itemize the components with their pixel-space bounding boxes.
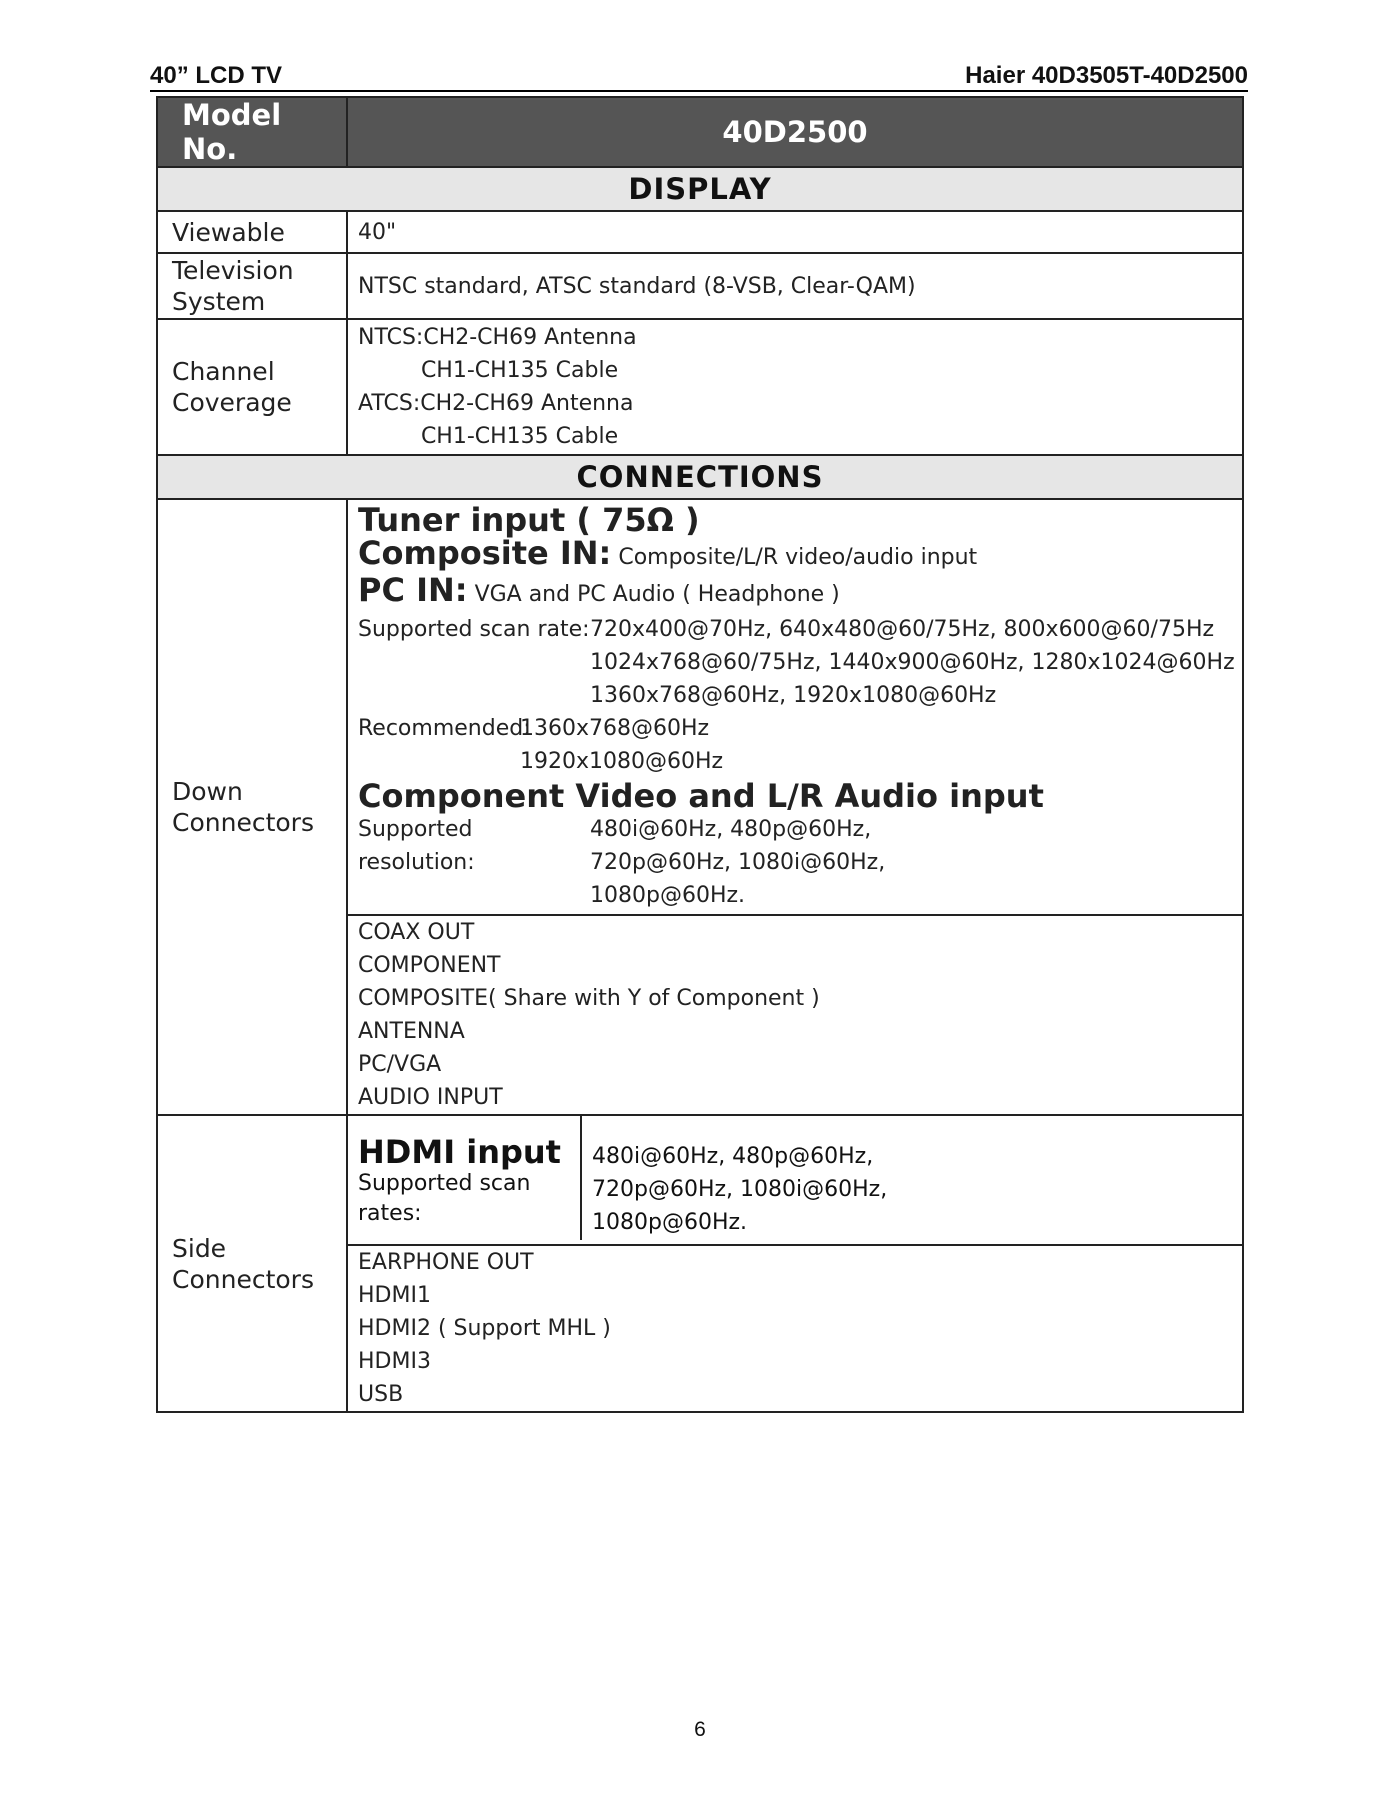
down-ports-list: COAX OUT COMPONENT COMPOSITE( Share with Y of Component ) ANTENNA PC/VGA AUDIO INPUT [347,915,1243,1115]
hdmi-scan-label: Supported scan rates: [358,1171,531,1226]
viewable-value: 40" [347,211,1243,253]
tv-system-label: Television System [157,253,347,319]
connections-section-title: CONNECTIONS [157,455,1243,499]
side-connectors-label: Side Connectors [157,1115,347,1412]
composite-in-text: Composite/L/R video/audio input [618,545,978,570]
tv-system-row [157,253,1243,319]
hdmi-input-heading: HDMI input [358,1133,561,1171]
down-connectors-main-row [157,499,1243,915]
connections-section-row [157,455,1243,499]
spec-table [156,96,1244,1413]
scan-rate-label: Supported scan rate: [358,617,590,642]
recommended-row [358,712,1242,778]
channel-coverage-row [157,319,1243,455]
side-ports-list: EARPHONE OUT HDMI1 HDMI2 ( Support MHL ) HDMI3 USB [347,1245,1243,1412]
channel-coverage-value: NTCS:CH2-CH69 Antenna CH1-CH135 Cable ATCS:CH2-CH69 Antenna CH1-CH135 Cable [347,319,1243,455]
channel-coverage-label: Channel Coverage [157,319,347,455]
page-number: 6 [694,1718,706,1741]
header-right-title: Haier 40D3505T-40D2500 [965,62,1248,89]
resolution-row [358,813,1242,912]
hdmi-inner-table [348,1116,1242,1240]
model-row [157,97,1243,167]
pc-in-text: VGA and PC Audio ( Headphone ) [474,582,840,607]
page-header [150,62,1248,92]
resolution-values: 480i@60Hz, 480p@60Hz, 720p@60Hz, 1080i@60Hz, 1080p@60Hz. [590,817,886,908]
model-label: Model No. [157,97,347,167]
side-connectors-hdmi-row [157,1115,1243,1245]
scan-rate-row [358,613,1242,712]
tuner-input-heading: Tuner input ( 75Ω ) [358,501,700,539]
pc-in-heading: PC IN: [358,571,468,609]
model-value: 40D2500 [347,97,1243,167]
display-section-title: DISPLAY [157,167,1243,211]
composite-in-heading: Composite IN: [358,534,612,572]
recommended-values: 1360x768@60Hz 1920x1080@60Hz [520,716,724,774]
resolution-label: Supported resolution: [358,817,475,875]
hdmi-scan-values: 480i@60Hz, 480p@60Hz, 720p@60Hz, 1080i@60Hz, 1080p@60Hz. [592,1144,888,1235]
hdmi-cell [347,1115,1243,1245]
header-left-title: 40” LCD TV [150,62,283,89]
tv-system-value: NTSC standard, ATSC standard (8-VSB, Clear-QAM) [347,253,1243,319]
down-connectors-label: Down Connectors [157,499,347,1115]
viewable-row [157,211,1243,253]
component-heading: Component Video and L/R Audio input [358,777,1044,815]
hdmi-heading-cell [348,1116,581,1240]
scan-rate-values: 720x400@70Hz, 640x480@60/75Hz, 800x600@60/75Hz 1024x768@60/75Hz, 1440x900@60Hz, 1280x1024@60Hz 1360x768@60Hz, 1920x1080@60Hz [590,617,1235,708]
viewable-label: Viewable [157,211,347,253]
down-connectors-details [347,499,1243,915]
display-section-row [157,167,1243,211]
recommended-label: Recommended: [358,716,531,741]
